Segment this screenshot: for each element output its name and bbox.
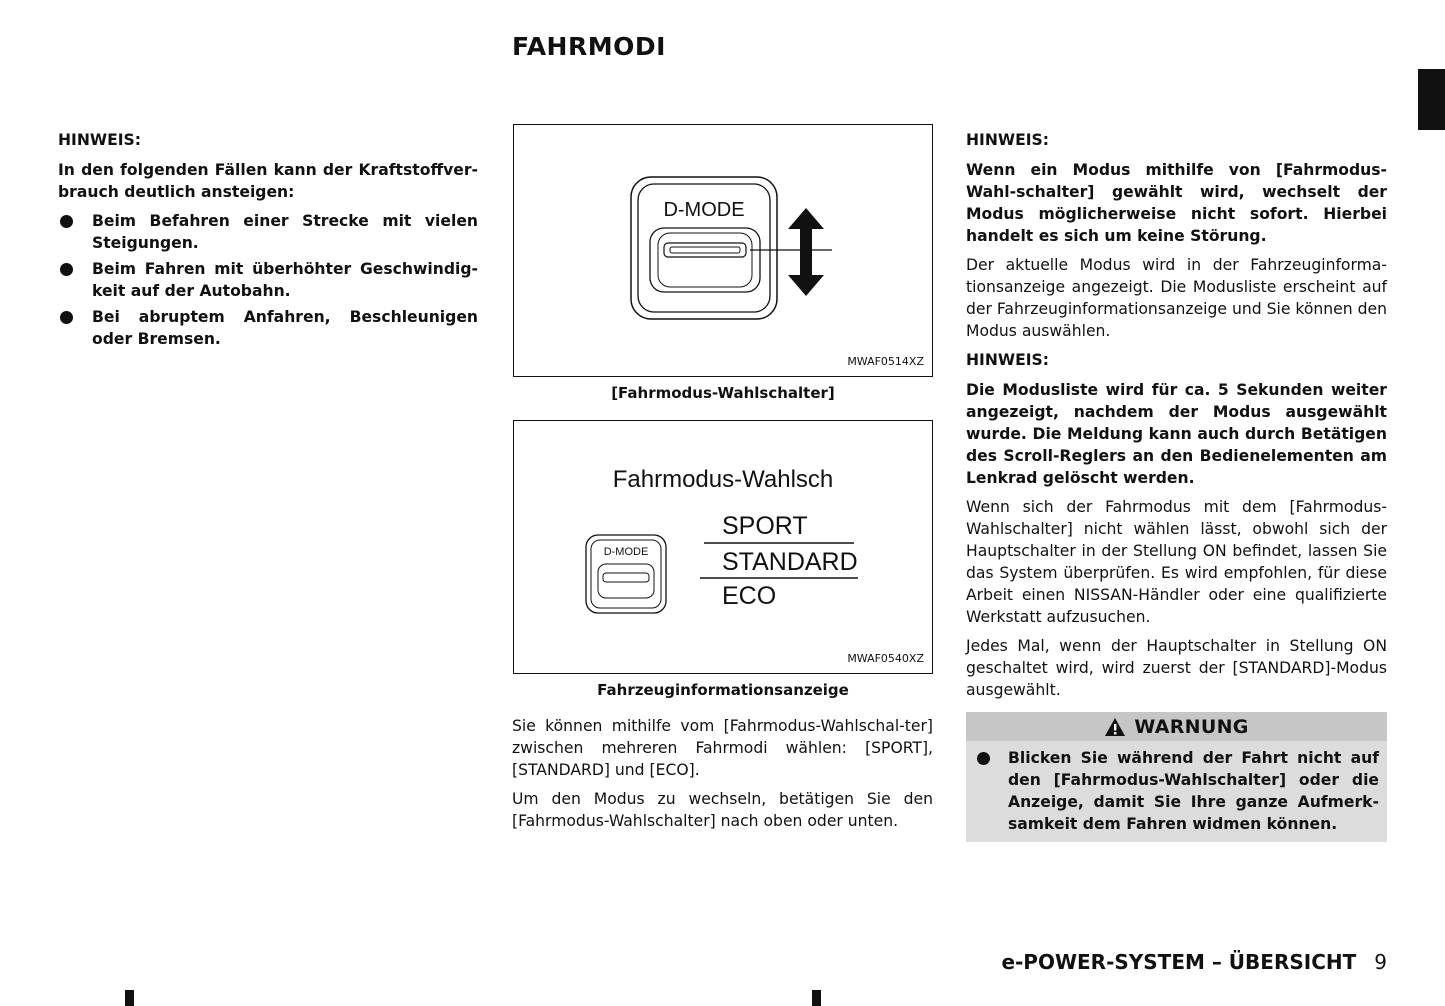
switch-label: D-MODE [663,199,745,221]
page-footer [1001,950,1387,974]
hinweis-bullet-list [58,210,478,350]
figure-caption: Fahrzeuginformationsanzeige [597,681,849,699]
list-item: Bei abruptem Anfahren, Beschleunigen oder Bremsen. [58,306,478,350]
hinweis-label: HINWEIS: [966,131,1050,149]
paragraph: Jedes Mal, wenn der Hauptschalter in Stellung ON geschaltet wird, wird zuerst der [STANDARD]-Modus ausgewählt. [966,637,1387,699]
hinweis-label: HINWEIS: [966,351,1050,369]
hinweis-intro: In den folgenden Fällen kann der Kraftstoffver-brauch deutlich ansteigen: [58,161,478,201]
left-column [58,129,478,354]
figure-code: MWAF0540XZ [847,652,924,665]
hinweis-text: Wenn ein Modus mithilfe von [Fahrmodus-Wahl-schalter] gewählt wird, wechselt der Modus möglicherweise nicht sofort. Hierbei handelt es sich um keine Störung. [966,161,1387,245]
middle-column [512,715,933,839]
hinweis-label: HINWEIS: [58,131,142,149]
screen-title: Fahrmodus-Wahlsch [612,466,834,493]
up-down-arrow-icon [788,208,824,296]
warning-triangle-icon [1104,717,1126,737]
figure-info-display [513,420,933,674]
switch-label: D-MODE [603,546,649,558]
warning-title: WARNUNG [1134,715,1249,738]
warning-box [966,712,1387,842]
hinweis-text: Die Modusliste wird für ca. 5 Sekunden weiter angezeigt, nachdem der Modus ausgewählt wurde. Die Meldung kann auch durch Betätigen des Scroll-Reglers an den Bedienelementen am Lenkrad gelöscht werden. [966,381,1387,487]
warning-header [966,712,1387,741]
list-item: Beim Befahren einer Strecke mit vielen Steigungen. [58,210,478,254]
list-item: Blicken Sie während der Fahrt nicht auf den [Fahrmodus-Wahlschalter] oder die Anzeige, damit Sie Ihre ganze Aufmerk-samkeit dem Fahren widmen können. [974,747,1379,835]
mode-switch-illustration [514,125,932,376]
list-item: Beim Fahren mit überhöhter Geschwindig-keit auf der Autobahn. [58,258,478,302]
thumb-index-tab [1418,69,1445,130]
mode-sport: SPORT [722,512,808,540]
figure-mode-switch [513,124,933,377]
figure-caption: [Fahrmodus-Wahlschalter] [611,384,835,402]
warning-list [966,741,1387,835]
paragraph: Wenn sich der Fahrmodus mit dem [Fahrmodus-Wahlschalter] nicht wählen lässt, obwohl sich der Hauptschalter in der Stellung ON befindet, lassen Sie das System überprüfen. Es wird empfohlen, für diese Arbeit einen NISSAN-Händler oder eine qualifizierte Werkstatt aufzusuchen. [966,498,1387,626]
paragraph: Der aktuelle Modus wird in der Fahrzeuginforma-tionsanzeige angezeigt. Die Modusliste erscheint auf der Fahrzeuginformationsanzeige und Sie können den Modus auswählen. [966,256,1387,340]
paragraph: Sie können mithilfe vom [Fahrmodus-Wahlschal-ter] zwischen mehreren Fahrmodi wählen: [SPORT], [STANDARD] und [ECO]. [512,717,933,779]
mode-standard: STANDARD [722,548,858,576]
figure-code: MWAF0514XZ [847,355,924,368]
page-title: FAHRMODI [512,32,666,61]
info-display-illustration [514,421,932,673]
paragraph: Um den Modus zu wechseln, betätigen Sie den [Fahrmodus-Wahlschalter] nach oben oder unten. [512,790,933,830]
page-number: 9 [1374,950,1387,974]
section-title: e-POWER-SYSTEM – ÜBERSICHT [1001,950,1357,974]
mode-eco: ECO [722,582,777,610]
right-column [966,129,1387,708]
